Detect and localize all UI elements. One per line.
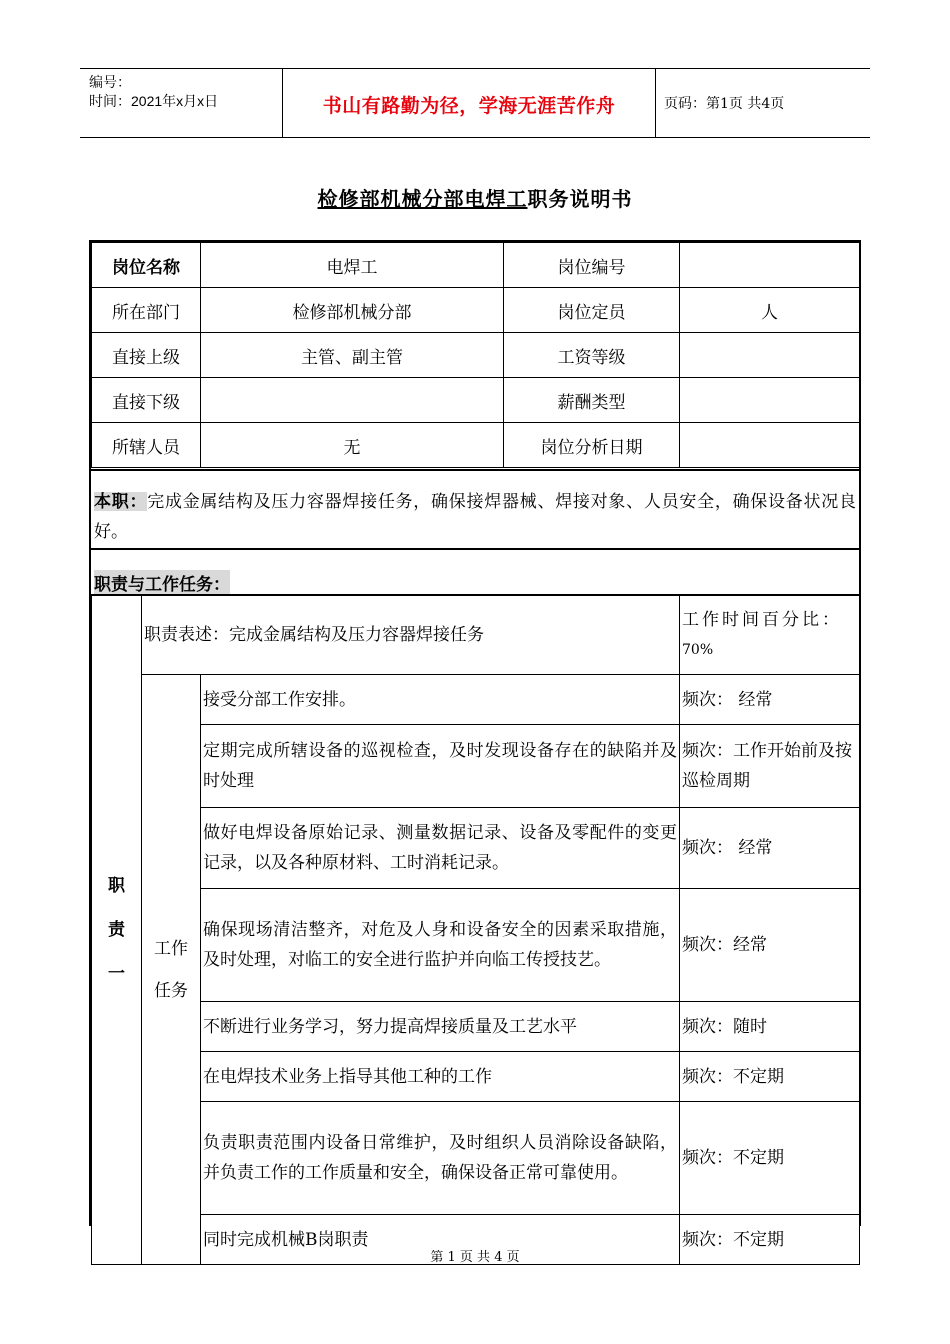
time-percent-value: 70% xyxy=(682,642,714,658)
time-percent-label: 工作时间百分比： xyxy=(682,610,842,630)
task-text: 不断进行业务学习，努力提高焊接质量及工艺水平 xyxy=(201,1002,680,1052)
page-footer: 第 1 页 共 4 页 xyxy=(430,1250,520,1265)
info-value-cell xyxy=(201,378,504,423)
info-row xyxy=(92,333,860,378)
duty-side-char: 一 xyxy=(108,964,125,983)
duty-side-label xyxy=(92,596,142,1265)
document-title xyxy=(0,183,950,212)
task-row xyxy=(92,1102,860,1215)
info-value-cell xyxy=(680,243,860,288)
duty-description-row xyxy=(92,596,860,675)
page-header xyxy=(80,68,870,138)
task-frequency: 频次： 经常 xyxy=(680,808,860,889)
info-value-cell: 人 xyxy=(680,288,860,333)
task-text: 同时完成机械B岗职责 xyxy=(201,1215,680,1265)
duty-side-char: 责 xyxy=(108,920,125,939)
task-frequency: 频次：经常 xyxy=(680,889,860,1002)
task-label-line: 任务 xyxy=(154,980,188,1001)
info-label-cell: 直接上级 xyxy=(92,333,201,378)
motto: 书山有路勤为径，学海无涯苦作舟 xyxy=(322,95,616,117)
info-value-cell: 电焊工 xyxy=(201,243,504,288)
info-value-cell: 检修部机械分部 xyxy=(201,288,504,333)
info-label-cell: 岗位编号 xyxy=(504,243,680,288)
task-label xyxy=(142,675,201,1265)
task-label-line: 工作 xyxy=(154,938,188,959)
duty-side-char: 职 xyxy=(108,876,125,895)
title-rest: 职务说明书 xyxy=(527,187,633,211)
task-frequency: 频次：不定期 xyxy=(680,1102,860,1215)
info-label-cell: 直接下级 xyxy=(92,378,201,423)
duties-box xyxy=(89,594,861,1250)
info-row xyxy=(92,423,860,468)
task-frequency: 频次：随时 xyxy=(680,1002,860,1052)
info-value-cell xyxy=(680,378,860,423)
task-text: 确保现场清洁整齐，对危及人身和设备安全的因素采取措施，及时处理，对临工的安全进行监护并向临工传授技艺。 xyxy=(201,889,680,1002)
info-row xyxy=(92,378,860,423)
duties-heading-box xyxy=(89,548,861,596)
info-label-cell: 薪酬类型 xyxy=(504,378,680,423)
duties-table xyxy=(91,595,860,1265)
task-row xyxy=(92,1052,860,1102)
task-frequency: 频次：不定期 xyxy=(680,1052,860,1102)
title-underlined: 检修部机械分部电焊工 xyxy=(317,187,528,211)
benzhi-box xyxy=(89,469,861,550)
task-row xyxy=(92,725,860,808)
info-value-cell xyxy=(680,333,860,378)
task-row xyxy=(92,1002,860,1052)
info-row xyxy=(92,288,860,333)
info-table-box xyxy=(89,240,861,471)
info-label-cell: 工资等级 xyxy=(504,333,680,378)
benzhi-text: 完成金属结构及压力容器焊接任务，确保接焊器械、焊接对象、人员安全，确保设备状况良好。 xyxy=(94,492,857,542)
info-row xyxy=(92,243,860,288)
info-table xyxy=(91,242,860,468)
info-value-cell: 主管、副主管 xyxy=(201,333,504,378)
task-frequency: 频次： 经常 xyxy=(680,675,860,725)
task-text: 在电焊技术业务上指导其他工种的工作 xyxy=(201,1052,680,1102)
duty-description: 职责表述：完成金属结构及压力容器焊接任务 xyxy=(142,596,680,675)
info-value-cell: 无 xyxy=(201,423,504,468)
info-label-cell: 所在部门 xyxy=(92,288,201,333)
time-label: 时间：2021年x月x日 xyxy=(89,93,219,109)
number-label: 编号： xyxy=(89,74,131,90)
info-label-cell: 岗位分析日期 xyxy=(504,423,680,468)
info-value-cell xyxy=(680,423,860,468)
task-text: 负责职责范围内设备日常维护，及时组织人员消除设备缺陷，并负责工作的工作质量和安全，确保设备正常可靠使用。 xyxy=(201,1102,680,1215)
time-percent-cell xyxy=(680,596,860,675)
info-label-cell: 岗位定员 xyxy=(504,288,680,333)
benzhi-section xyxy=(91,471,859,547)
task-row xyxy=(92,675,860,725)
task-row xyxy=(92,808,860,889)
info-label-cell: 所辖人员 xyxy=(92,423,201,468)
header-meta xyxy=(89,73,218,111)
task-text: 接受分部工作安排。 xyxy=(201,675,680,725)
task-frequency: 频次：工作开始前及按巡检周期 xyxy=(680,725,860,808)
header-motto-cell xyxy=(282,69,656,137)
page-info: 页码：第1页 共4页 xyxy=(664,96,785,112)
task-text: 做好电焊设备原始记录、测量数据记录、设备及零配件的变更记录，以及各种原材料、工时消耗记录。 xyxy=(201,808,680,889)
info-label-cell: 岗位名称 xyxy=(92,243,201,288)
task-frequency: 频次：不定期 xyxy=(680,1215,860,1265)
benzhi-label: 本职： xyxy=(94,492,148,511)
task-row xyxy=(92,889,860,1002)
task-text: 定期完成所辖设备的巡视检查，及时发现设备存在的缺陷并及时处理 xyxy=(201,725,680,808)
duties-heading: 职责与工作任务： xyxy=(94,570,230,595)
